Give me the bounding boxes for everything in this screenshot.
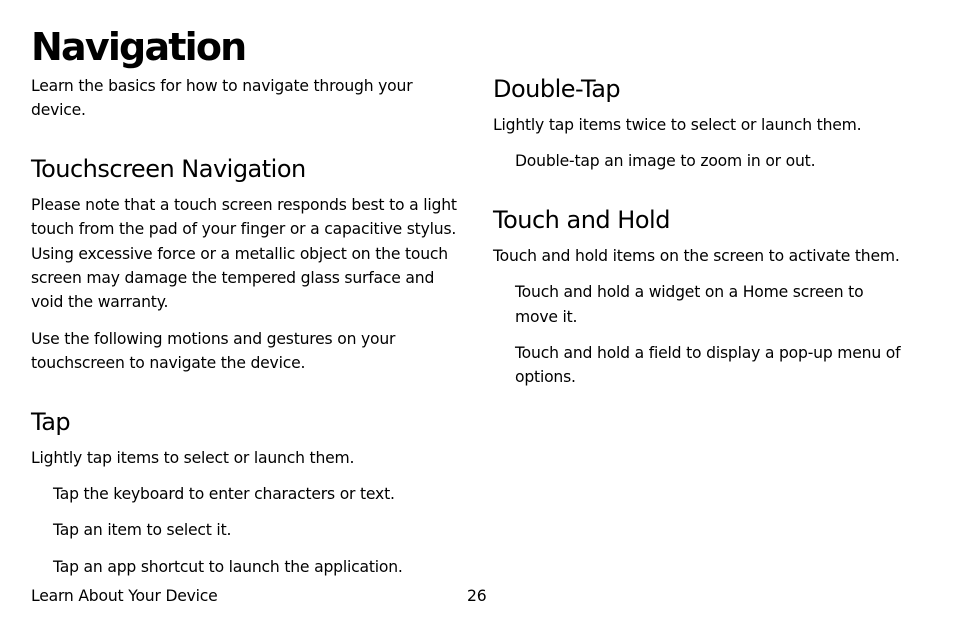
tap-description: Lightly tap items to select or launch them. xyxy=(31,449,355,467)
touchscreen-para1-line5: void the warranty. xyxy=(31,293,169,311)
touch-hold-heading: Touch and Hold xyxy=(493,206,670,234)
double-tap-item-zoom: Double-tap an image to zoom in or out. xyxy=(515,152,816,170)
page-number: 26 xyxy=(467,587,487,605)
touch-hold-item1-line1: Touch and hold a widget on a Home screen to xyxy=(515,283,864,301)
tap-item-keyboard: Tap the keyboard to enter characters or text. xyxy=(53,485,395,503)
touchscreen-para1-line3: Using excessive force or a metallic object on the touch xyxy=(31,245,448,263)
touch-hold-item2-line2: options. xyxy=(515,368,576,386)
tap-heading: Tap xyxy=(31,408,71,436)
tap-item-select: Tap an item to select it. xyxy=(53,521,232,539)
intro-line-1: Learn the basics for how to navigate through your xyxy=(31,77,413,95)
touch-hold-description: Touch and hold items on the screen to activate them. xyxy=(493,247,900,265)
touch-hold-item1-line2: move it. xyxy=(515,308,578,326)
touchscreen-para2-line1: Use the following motions and gestures on your xyxy=(31,330,396,348)
footer-section-title: Learn About Your Device xyxy=(31,587,218,605)
double-tap-heading: Double-Tap xyxy=(493,75,621,103)
touchscreen-para1-line4: screen may damage the tempered glass surface and xyxy=(31,269,435,287)
page-title: Navigation xyxy=(31,25,246,69)
touchscreen-para1-line2: touch from the pad of your finger or a capacitive stylus. xyxy=(31,220,457,238)
touchscreen-para1-line1: Please note that a touch screen responds best to a light xyxy=(31,196,457,214)
touchscreen-heading: Touchscreen Navigation xyxy=(31,155,306,183)
touchscreen-para2-line2: touchscreen to navigate the device. xyxy=(31,354,306,372)
tap-item-shortcut: Tap an app shortcut to launch the application. xyxy=(53,558,403,576)
intro-line-2: device. xyxy=(31,101,86,119)
double-tap-description: Lightly tap items twice to select or launch them. xyxy=(493,116,862,134)
touch-hold-item2-line1: Touch and hold a field to display a pop-up menu of xyxy=(515,344,901,362)
